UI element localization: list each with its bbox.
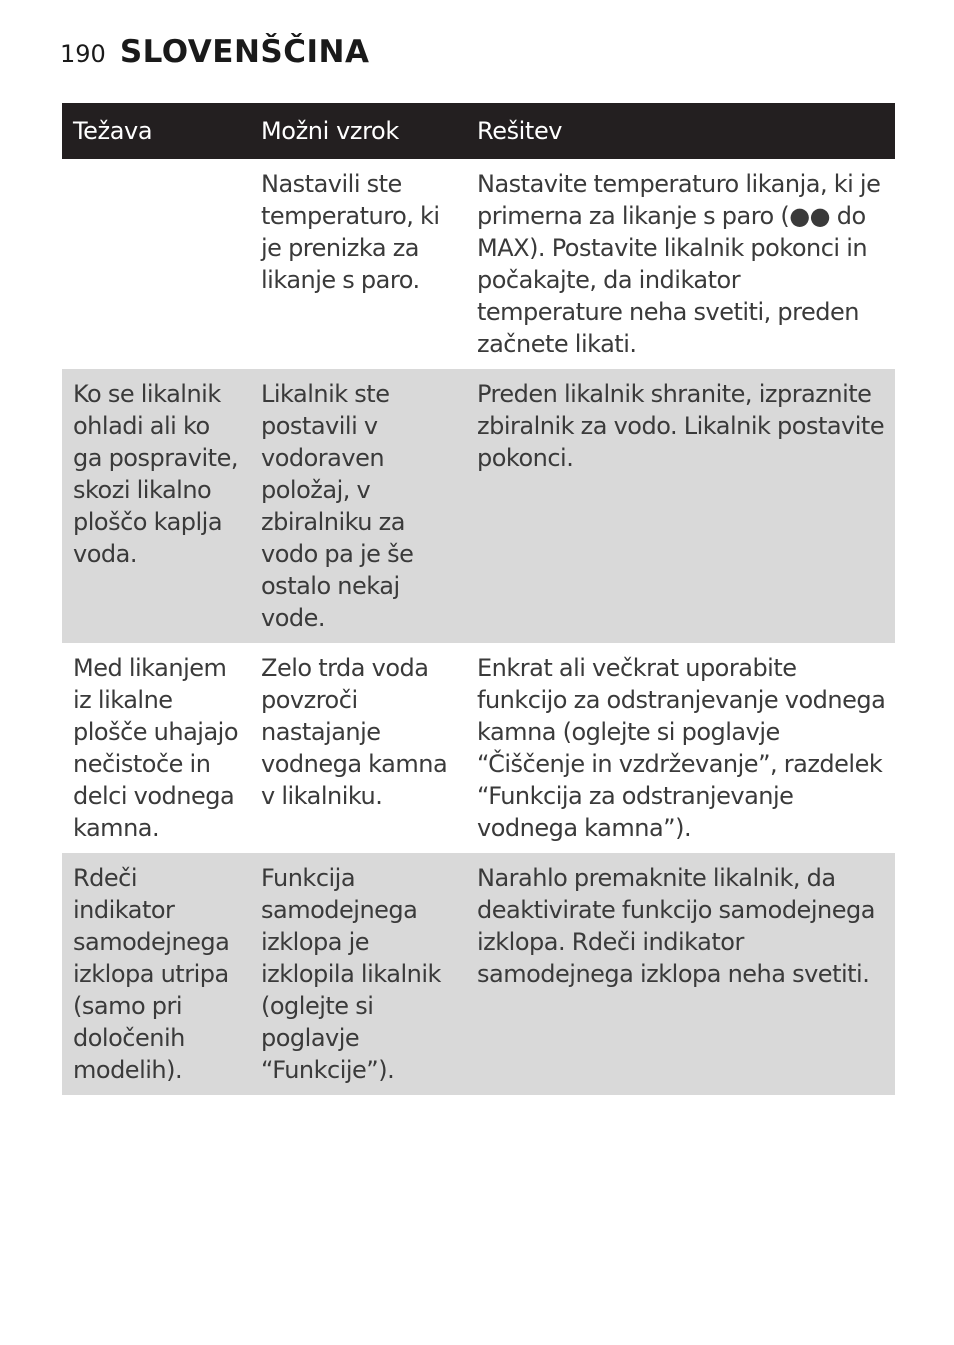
problem-cell: Rdeči indikator samodejnega izklopa utripa (samo pri določenih modelih). (62, 853, 250, 1095)
column-header-cause: Možni vzrok (250, 103, 466, 159)
table-header-row (62, 103, 895, 159)
solution-cell: Narahlo premaknite likalnik, da deaktivirate funkcijo samodejnega izklopa. Rdeči indikator samodejnega izklopa neha svetiti. (466, 853, 895, 1095)
table-row (62, 853, 895, 1095)
solution-cell: Preden likalnik shranite, izpraznite zbiralnik za vodo. Likalnik postavite pokonci. (466, 369, 895, 643)
page-number: 190 (60, 40, 106, 68)
table-row (62, 159, 895, 369)
page-title: SLOVENŠČINA (119, 34, 370, 70)
cause-cell: Funkcija samodejnega izklopa je izklopila likalnik (oglejte si poglavje “Funkcije”). (250, 853, 466, 1095)
solution-cell: Nastavite temperaturo likanja, ki je primerna za likanje s paro (●● do MAX). Postavite likalnik pokonci in počakajte, da indikator temperature neha svetiti, preden začnete likati. (477, 170, 881, 358)
solution-cell: Enkrat ali večkrat uporabite funkcijo za odstranjevanje vodnega kamna (oglejte si poglavje “Čiščenje in vzdrževanje”, razdelek “Funkcija za odstranjevanje vodnega kamna”). (477, 654, 886, 842)
troubleshooting-table (62, 103, 895, 1095)
problem-cell (62, 159, 250, 369)
cause-cell: Likalnik ste postavili v vodoraven položaj, v zbiralniku za vodo pa je še ostalo nekaj vode. (250, 369, 466, 643)
page-header (60, 34, 369, 74)
table-row (62, 643, 895, 853)
cause-cell: Nastavili ste temperaturo, ki je prenizka za likanje s paro. (261, 170, 440, 294)
cause-cell: Zelo trda voda povzroči nastajanje vodnega kamna v likalniku. (261, 654, 448, 810)
problem-cell: Med likanjem iz likalne plošče uhajajo nečistoče in delci vodnega kamna. (73, 654, 239, 842)
column-header-problem: Težava (62, 103, 250, 159)
problem-cell: Ko se likalnik ohladi ali ko ga pospravite, skozi likalno ploščo kaplja voda. (62, 369, 250, 643)
column-header-solution: Rešitev (466, 103, 895, 159)
table-row (62, 369, 895, 643)
